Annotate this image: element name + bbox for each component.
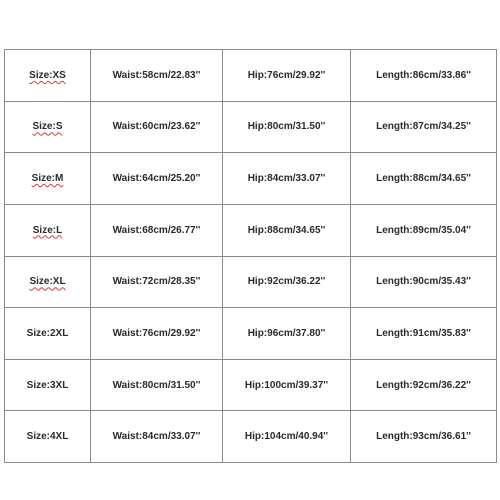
waist-cell: Waist:58cm/22.83'' [91,50,223,102]
waist-cell: Waist:72cm/28.35'' [91,256,223,308]
size-label: Size:XL [29,276,66,288]
size-label: Size:S [32,121,63,133]
waist-cell: Waist:68cm/26.77'' [91,204,223,256]
length-cell: Length:89cm/35.04'' [351,204,497,256]
length-cell: Length:90cm/35.43'' [351,256,497,308]
length-cell: Length:93cm/36.61'' [351,411,497,463]
size-chart-table [4,49,497,463]
hip-cell: Hip:84cm/33.07'' [223,153,351,205]
size-label: Size:L [32,224,63,236]
size-label: Size:XS [29,69,66,81]
waist-cell: Waist:80cm/31.50'' [91,359,223,411]
waist-cell: Waist:84cm/33.07'' [91,411,223,463]
hip-cell: Hip:80cm/31.50'' [223,101,351,153]
hip-cell: Hip:104cm/40.94'' [223,411,351,463]
size-cell [5,50,91,102]
table-row [5,359,497,411]
size-cell [5,256,91,308]
size-label: Size:4XL [26,431,69,443]
waist-cell: Waist:76cm/29.92'' [91,308,223,360]
size-label: Size:2XL [26,327,69,339]
table-row [5,411,497,463]
size-cell [5,153,91,205]
length-cell: Length:92cm/36.22'' [351,359,497,411]
length-cell: Length:91cm/35.83'' [351,308,497,360]
hip-cell: Hip:76cm/29.92'' [223,50,351,102]
hip-cell: Hip:88cm/34.65'' [223,204,351,256]
length-cell: Length:88cm/34.65'' [351,153,497,205]
size-cell [5,411,91,463]
hip-cell: Hip:96cm/37.80'' [223,308,351,360]
table-row [5,256,497,308]
length-cell: Length:87cm/34.25'' [351,101,497,153]
size-cell [5,308,91,360]
table-row [5,101,497,153]
waist-cell: Waist:64cm/25.20'' [91,153,223,205]
size-cell [5,204,91,256]
size-label: Size:M [31,173,64,185]
size-cell [5,359,91,411]
table-row [5,153,497,205]
table-row [5,308,497,360]
table-row [5,50,497,102]
length-cell: Length:86cm/33.86'' [351,50,497,102]
hip-cell: Hip:92cm/36.22'' [223,256,351,308]
hip-cell: Hip:100cm/39.37'' [223,359,351,411]
size-label: Size:3XL [26,379,69,391]
size-cell [5,101,91,153]
waist-cell: Waist:60cm/23.62'' [91,101,223,153]
table-row [5,204,497,256]
